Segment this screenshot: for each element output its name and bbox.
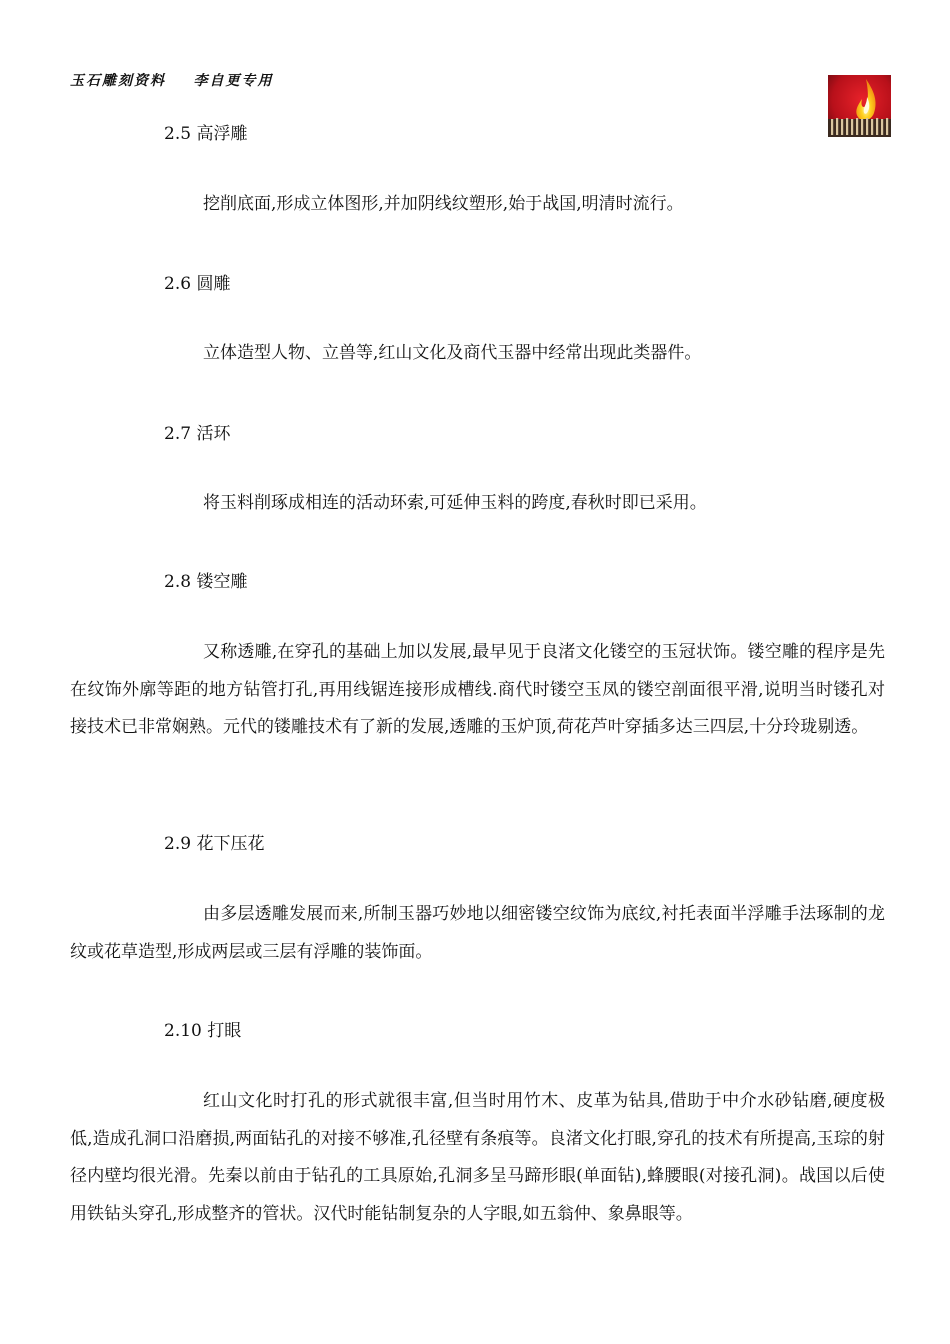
section-paragraph: 由多层透雕发展而来,所制玉器巧妙地以细密镂空纹饰为底纹,衬托表面半浮雕手法琢制的龙纹或花草造型,形成两层或三层有浮雕的装饰面。 (70, 904, 885, 962)
section-paragraph: 立体造型人物、立兽等,红山文化及商代玉器中经常出现此类器件。 (203, 343, 702, 363)
section-paragraph: 将玉料削琢成相连的活动环索,可延伸玉料的跨度,春秋时即已采用。 (203, 493, 707, 513)
flame-logo-icon (828, 75, 891, 137)
page-header: 玉石雕刻资料 李自更专用 (70, 73, 274, 89)
section-paragraph: 挖削底面,形成立体图形,并加阴线纹塑形,始于战国,明清时流行。 (203, 194, 684, 214)
section-heading: 2.7 活环 (164, 424, 231, 444)
section-heading: 2.10 打眼 (164, 1021, 242, 1041)
section-heading: 2.8 镂空雕 (164, 572, 248, 592)
section-paragraph: 红山文化时打孔的形式就很丰富,但当时用竹木、皮革为钻具,借助于中介水砂钻磨,硬度极低,造成孔洞口沿磨损,两面钻孔的对接不够准,孔径壁有条痕等。良渚文化打眼,穿孔的技术有所提高,玉琮的射径内壁均很光滑。先秦以前由于钻孔的工具原始,孔洞多呈马蹄形眼(单面钻),蜂腰眼(对接孔洞)。战国以后使用铁钻头穿孔,形成整齐的管状。汉代时能钻制复杂的人字眼,如五翁仲、象鼻眼等。 (70, 1091, 885, 1224)
section-heading: 2.6 圆雕 (164, 274, 231, 294)
section-paragraph: 又称透雕,在穿孔的基础上加以发展,最早见于良渚文化镂空的玉冠状饰。镂空雕的程序是先在纹饰外廓等距的地方钻管打孔,再用线锯连接形成槽线.商代时镂空玉凤的镂空剖面很平滑,说明当时镂孔对接技术已非常娴熟。元代的镂雕技术有了新的发展,透雕的玉炉顶,荷花芦叶穿插多达三四层,十分玲珑剔透。 (70, 642, 885, 737)
section-heading: 2.5 高浮雕 (164, 124, 248, 144)
section-heading: 2.9 花下压花 (164, 834, 265, 854)
